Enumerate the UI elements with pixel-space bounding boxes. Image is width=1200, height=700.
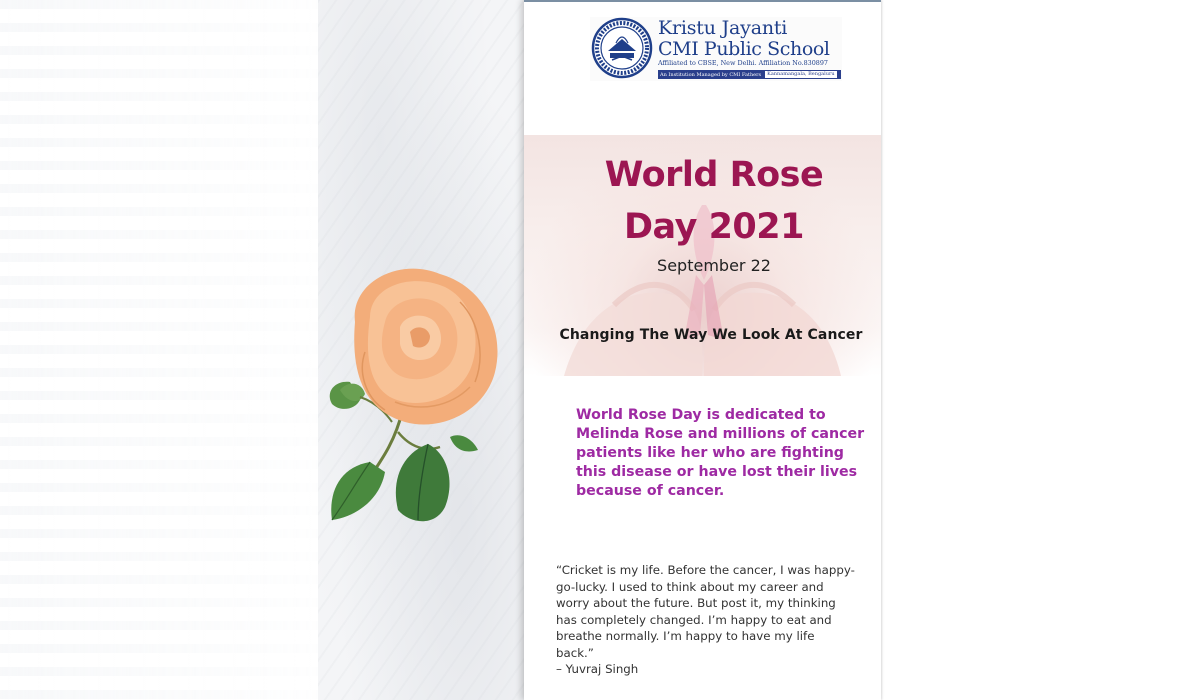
world-rose-day-poster [524, 0, 881, 700]
event-date: September 22 [657, 256, 771, 275]
event-title [524, 149, 881, 253]
school-name-line1: Kristu Jayanti [658, 17, 788, 39]
quote-author: – Yuvraj Singh [556, 662, 639, 676]
school-managed-bar [658, 70, 841, 79]
school-managed-by: An Institution Managed by CMI Fathers [660, 71, 762, 78]
rose-illustration [310, 262, 510, 532]
dedication-text: World Rose Day is dedicated to Melinda Rose and millions of cancer patients like her who are fighting this disease or have lost their lives because of cancer. [576, 407, 865, 499]
school-location: Kannamangala, Bengaluru [767, 71, 835, 77]
event-title-line2: Day 2021 [623, 207, 804, 247]
faded-background-stripes [0, 0, 320, 700]
hero-banner [524, 135, 881, 376]
school-name-line2: CMI Public School [658, 38, 830, 60]
school-logo [590, 17, 842, 81]
school-affiliation: Affiliated to CBSE, New Delhi. Affiliation No.830897 [658, 59, 828, 67]
quote-text: “Cricket is my life. Before the cancer, I was happy-go-lucky. I used to think about my career and worry about the future. But post it, my thinking has completely changed. I’m happy to eat and breathe normally. I’m happy to have my life back.” [556, 563, 855, 660]
school-seal-icon [590, 17, 654, 79]
event-title-line1: World Rose [604, 155, 824, 195]
event-tagline: Changing The Way We Look At Cancer [559, 327, 863, 343]
quote-block [556, 562, 856, 678]
